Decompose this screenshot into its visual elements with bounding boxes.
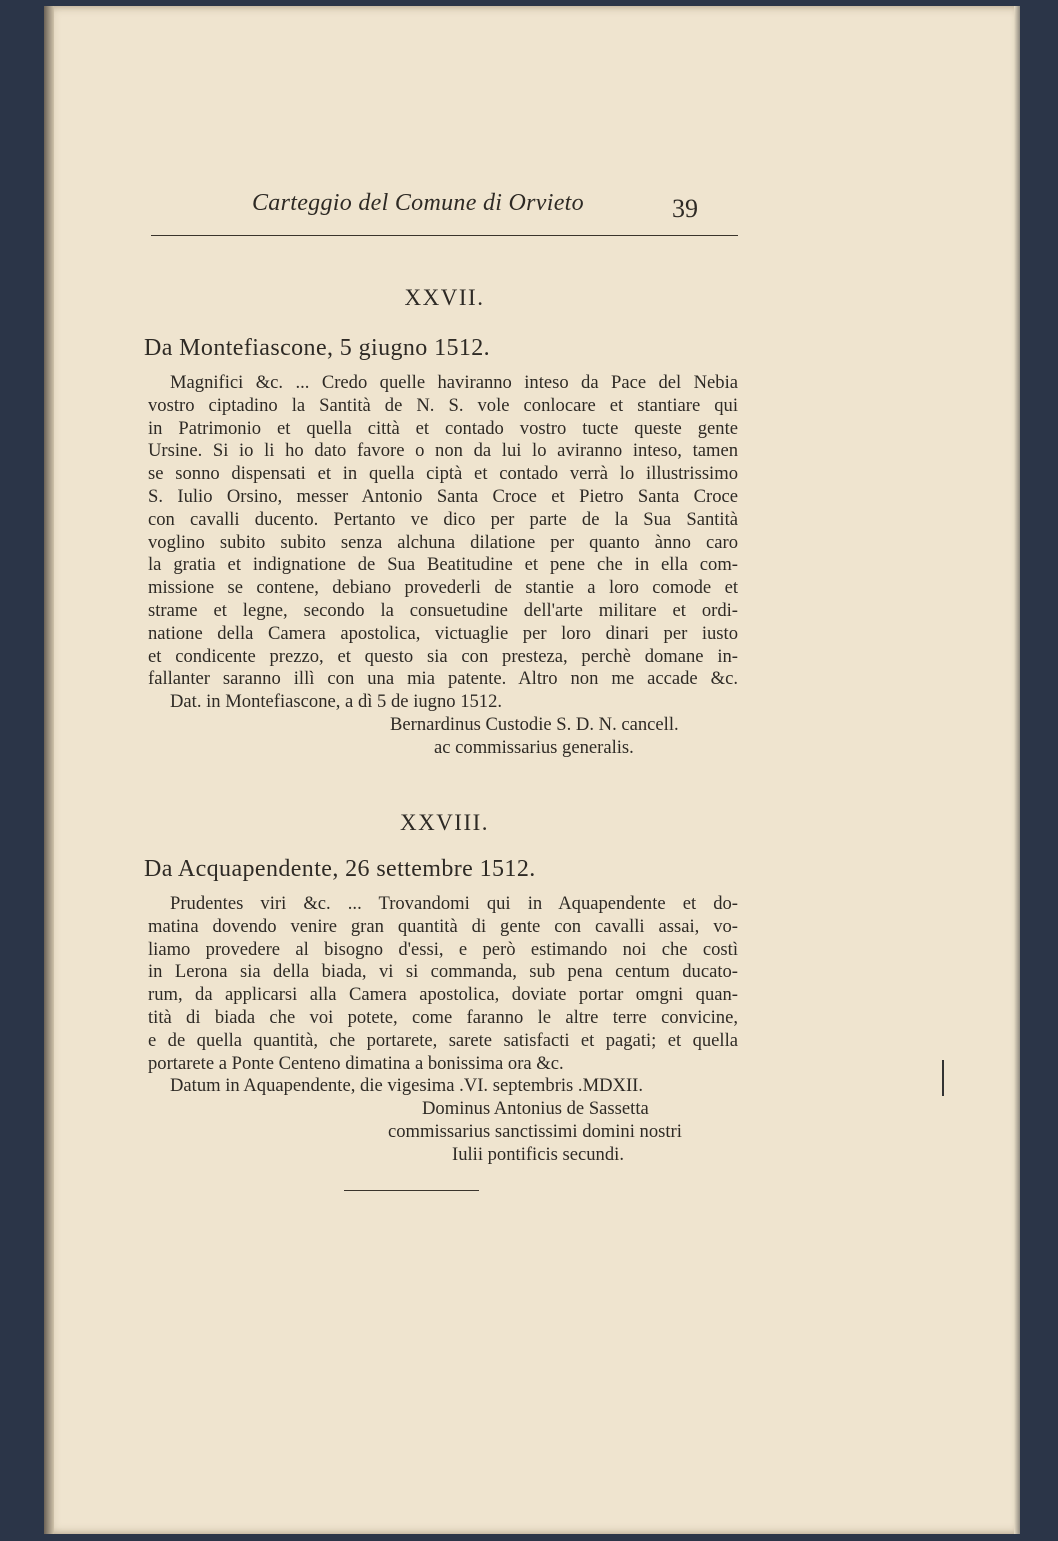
letter-2-line: Prudentes viri &c. ... Trovandomi qui in Aquapendente et do- xyxy=(170,893,738,914)
letter-1-line: fallanter saranno illì con una mia patente. Altro non me accade &c. xyxy=(148,668,738,690)
letter-1-line: S. Iulio Orsino, messer Antonio Santa Croce et Pietro Santa Croce xyxy=(148,485,738,507)
letter-1-line: strame et legne, secondo la consuetudine dell'arte militare et ordi- xyxy=(148,599,738,621)
letter-2-place-date: Da Acquapendente, 26 settembre 1512. xyxy=(144,856,536,882)
letter-1-line: vostro ciptadino la Santità de N. S. vole conlocare et stantiare qui xyxy=(148,394,738,416)
letter-1-line: natione della Camera apostolica, victuaglie per loro dinari per iusto xyxy=(148,622,738,644)
letter-2-number: XXVIII. xyxy=(399,810,490,835)
letter-2-line: matina dovendo venire gran quantità di gente con cavalli assai, vo- xyxy=(148,915,738,937)
letter-2-signature-title: commissarius sanctissimi domini nostri xyxy=(388,1121,682,1142)
end-rule xyxy=(344,1190,479,1191)
letter-2-line: rum, da applicarsi alla Camera apostolica, doviate portar omgni quan- xyxy=(148,984,738,1006)
letter-1-line: et condicente prezzo, et questo sia con presteza, perchè domane in- xyxy=(148,645,738,667)
letter-1-dated: Dat. in Montefiascone, a dì 5 de iugno 1512. xyxy=(170,691,503,713)
page-edge xyxy=(1014,6,1020,1534)
letter-2-body xyxy=(148,893,738,1098)
letter-2-line: liamo provedere al bisogno d'essi, e però estimando noi che costì xyxy=(148,938,738,960)
letter-2-line: e de quella quantità, che portarete, sarete satisfacti et pagati; et quella xyxy=(148,1029,738,1051)
letter-1-body xyxy=(148,372,738,714)
letter-1-line: la gratia et indignatione de Sua Beatitudine et pene che in ella com- xyxy=(148,554,738,576)
page-gutter xyxy=(44,6,54,1534)
letter-1-line: in Patrimonio et quella città et contado vostro tucte queste gente xyxy=(148,417,738,439)
letter-1-signature-title: ac commissarius generalis. xyxy=(434,737,634,758)
letter-1-line: Ursine. Si io li ho dato favore o non da lui lo aviranno inteso, tamen xyxy=(148,440,738,462)
letter-1-line: se sonno dispensati et in quella ciptà et contado verrà lo illustrissimo xyxy=(148,463,738,485)
running-head-title: Carteggio del Comune di Orvieto xyxy=(252,190,584,216)
letter-1-place-date: Da Montefiascone, 5 giugno 1512. xyxy=(144,335,491,361)
letter-2-signature-pontiff: Iulii pontificis secundi. xyxy=(452,1144,624,1165)
letter-1-line: voglino subito subito senza alchuna dilatione per quanto ànno caro xyxy=(148,531,738,553)
letter-2-signature-name: Dominus Antonius de Sassetta xyxy=(422,1098,649,1119)
letter-2-line: portarete a Ponte Centeno dimatina a bonissima ora &c. xyxy=(148,1052,564,1074)
letter-2-line: tità di biada che voi potete, come faranno le altre terre convicine, xyxy=(148,1006,738,1028)
letter-1-line: Magnifici &c. ... Credo quelle haviranno inteso da Pace del Nebia xyxy=(170,372,738,393)
letter-2-line: in Lerona sia della biada, vi si commanda, sub pena centum ducato- xyxy=(148,961,738,983)
page-number: 39 xyxy=(672,194,698,223)
letter-1-line: con cavalli ducento. Pertanto ve dico per parte de la Sua Santità xyxy=(148,508,738,530)
letter-2-dated: Datum in Aquapendente, die vigesima .VI. septembris .MDXII. xyxy=(170,1075,644,1097)
letter-1-number: XXVII. xyxy=(404,285,485,310)
letter-1-line: missione se contene, debiano provederli de stantie a loro comode et xyxy=(148,577,738,599)
header-rule xyxy=(151,235,738,236)
margin-mark xyxy=(942,1060,944,1096)
letter-1-signature-name: Bernardinus Custodie S. D. N. cancell. xyxy=(390,714,679,735)
